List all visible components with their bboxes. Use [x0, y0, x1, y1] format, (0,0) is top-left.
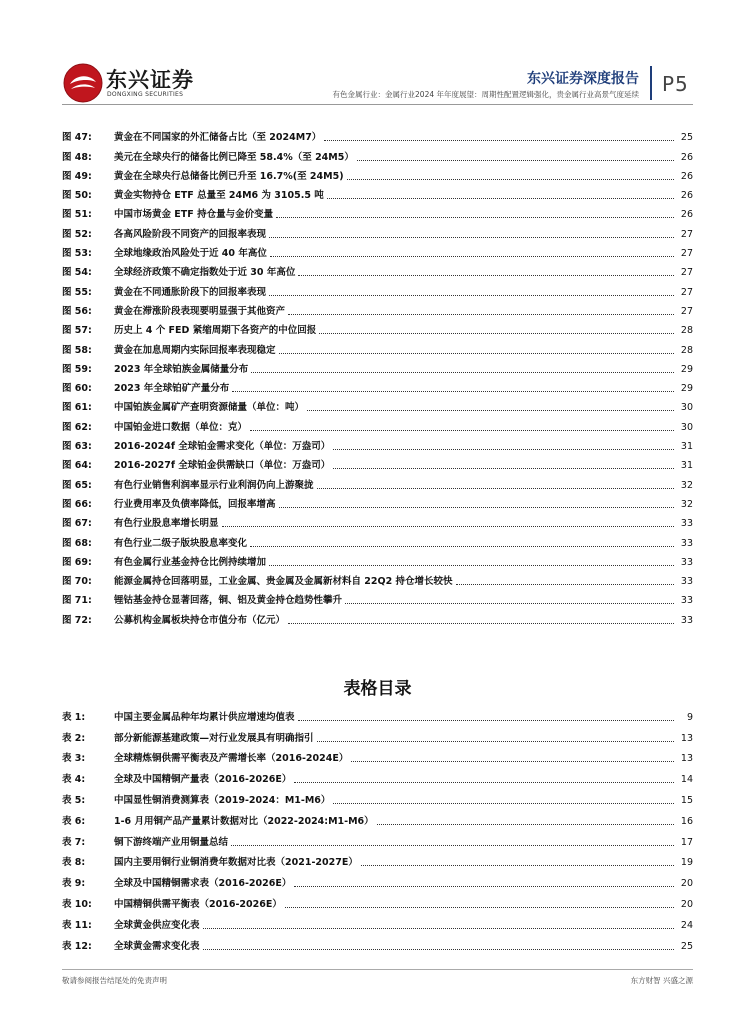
footer-rule: [62, 969, 693, 970]
figure-toc-entry[interactable]: [62, 569, 693, 588]
toc-dot-leader: [317, 741, 674, 742]
figure-toc-entry[interactable]: [62, 588, 693, 607]
brand-name-en: DONGXING SECURITIES: [107, 91, 184, 98]
page-number: P5: [662, 72, 689, 96]
toc-entry-page: 29: [680, 363, 693, 375]
toc-dot-leader: [298, 275, 674, 276]
table-toc-entry[interactable]: [62, 932, 693, 953]
toc-entry-page: 17: [680, 836, 693, 848]
toc-entry-title: 全球黄金需求变化表: [114, 940, 200, 952]
toc-entry-label: 图 52:: [62, 228, 92, 240]
toc-dot-leader: [327, 198, 674, 199]
figure-toc-entry[interactable]: [62, 376, 693, 395]
figure-toc-entry[interactable]: [62, 183, 693, 202]
toc-dot-leader: [288, 314, 674, 315]
toc-entry-page: 30: [680, 402, 693, 414]
toc-entry-title: 中国主要金属品种年均累计供应增速均值表: [114, 711, 295, 723]
toc-dot-leader: [298, 720, 674, 721]
toc-entry-title: 能源金属持仓回落明显，工业金属、贵金属及金属新材料自 22Q2 持仓增长较快: [114, 576, 453, 588]
toc-dot-leader: [319, 333, 674, 334]
toc-entry-title: 全球及中国精铜需求表（2016-2026E）: [114, 878, 292, 890]
figure-toc-entry[interactable]: [62, 299, 693, 318]
toc-dot-leader: [251, 372, 674, 373]
toc-entry-page: 27: [680, 248, 693, 260]
toc-entry-label: 图 65:: [62, 479, 92, 491]
toc-entry-label: 图 57:: [62, 325, 92, 337]
toc-entry-page: 31: [680, 441, 693, 453]
toc-entry-page: 26: [680, 151, 693, 163]
toc-entry-label: 图 64:: [62, 460, 92, 472]
table-toc-entry[interactable]: [62, 911, 693, 932]
figure-toc-entry[interactable]: [62, 607, 693, 626]
toc-entry-title: 历史上 4 个 FED 紧缩周期下各资产的中位回报: [114, 325, 317, 337]
toc-entry-label: 表 11:: [62, 919, 92, 931]
toc-entry-label: 图 59:: [62, 363, 92, 375]
toc-entry-title: 铜下游终端产业用铜量总结: [114, 836, 229, 848]
toc-entry-title: 有色行业销售利润率显示行业利润仍向上游聚拢: [114, 479, 314, 491]
toc-entry-title: 全球经济政策不确定指数处于近 30 年高位: [114, 267, 296, 279]
toc-dot-leader: [377, 824, 674, 825]
figure-toc-entry[interactable]: [62, 221, 693, 240]
toc-dot-leader: [333, 803, 674, 804]
toc-dot-leader: [288, 623, 674, 624]
page-header: [0, 0, 755, 112]
toc-entry-title: 国内主要用铜行业铜消费年数据对比表（2021-2027E）: [114, 857, 358, 869]
toc-entry-page: 27: [680, 305, 693, 317]
toc-entry-title: 中国铂族金属矿产查明资源储量（单位：吨）: [114, 402, 305, 414]
toc-entry-page: 20: [680, 878, 693, 890]
toc-dot-leader: [279, 507, 674, 508]
toc-entry-page: 24: [680, 919, 693, 931]
toc-entry-title: 1-6 月用铜产品产量累计数据对比（2022-2024:M1-M6）: [114, 815, 374, 827]
toc-entry-label: 表 3:: [62, 753, 86, 765]
toc-entry-label: 图 63:: [62, 441, 92, 453]
toc-entry-label: 表 2:: [62, 732, 86, 744]
figure-toc-entry[interactable]: [62, 434, 693, 453]
figure-toc-entry[interactable]: [62, 472, 693, 491]
toc-dot-leader: [269, 565, 674, 566]
toc-entry-page: 25: [680, 940, 693, 952]
toc-dot-leader: [270, 256, 674, 257]
toc-dot-leader: [294, 886, 674, 887]
toc-dot-leader: [361, 865, 674, 866]
toc-entry-title: 黄金在不同国家的外汇储备占比（至 2024M7）: [114, 132, 322, 144]
brand-name-cn: 东兴证券: [106, 68, 194, 92]
toc-entry-page: 14: [680, 774, 693, 786]
header-rule: [62, 104, 693, 105]
toc-dot-leader: [250, 430, 674, 431]
toc-entry-page: 27: [680, 267, 693, 279]
toc-entry-title: 黄金在全球央行总储备比例已升至 16.7%(至 24M5): [114, 170, 344, 182]
table-toc-entry[interactable]: [62, 890, 693, 911]
toc-dot-leader: [276, 217, 674, 218]
toc-entry-page: 33: [680, 614, 693, 626]
toc-entry-page: 9: [686, 711, 693, 723]
toc-entry-label: 图 69:: [62, 556, 92, 568]
toc-entry-label: 图 51:: [62, 209, 92, 221]
toc-dot-leader: [232, 391, 674, 392]
report-subtitle: 有色金属行业：金属行业2024 年年度展望：周期性配置逻辑强化，贵金属行业高景气度延续: [332, 90, 639, 99]
toc-entry-page: 16: [680, 815, 693, 827]
toc-entry-title: 全球地缘政治风险处于近 40 年高位: [114, 248, 267, 260]
toc-entry-page: 29: [680, 383, 693, 395]
toc-dot-leader: [347, 179, 674, 180]
figure-toc-entry[interactable]: [62, 260, 693, 279]
toc-entry-page: 15: [680, 794, 693, 806]
figure-toc-entry[interactable]: [62, 125, 693, 144]
toc-entry-page: 26: [680, 209, 693, 221]
toc-dot-leader: [307, 410, 674, 411]
toc-dot-leader: [294, 782, 674, 783]
table-toc-entry[interactable]: [62, 807, 693, 828]
toc-entry-page: 27: [680, 228, 693, 240]
toc-entry-label: 图 61:: [62, 402, 92, 414]
toc-dot-leader: [269, 295, 674, 296]
figure-toc-entry[interactable]: [62, 164, 693, 183]
table-toc-entry[interactable]: [62, 849, 693, 870]
toc-entry-title: 2016-2024f 全球铂金需求变化（单位：万盎司）: [114, 441, 331, 453]
toc-entry-label: 图 53:: [62, 248, 92, 260]
toc-dot-leader: [333, 468, 674, 469]
toc-entry-title: 2023 年全球铂族金属储量分布: [114, 363, 249, 375]
toc-entry-title: 全球精炼铜供需平衡表及产需增长率（2016-2024E）: [114, 753, 349, 765]
toc-entry-title: 各高风险阶段不同资产的回报率表现: [114, 228, 267, 240]
toc-entry-title: 2023 年全球铂矿产量分布: [114, 383, 230, 395]
toc-dot-leader: [333, 449, 674, 450]
toc-entry-title: 全球黄金供应变化表: [114, 919, 200, 931]
toc-entry-title: 有色行业股息率增长明显: [114, 518, 219, 530]
toc-entry-label: 图 72:: [62, 614, 92, 626]
toc-entry-label: 图 67:: [62, 518, 92, 530]
toc-entry-title: 行业费用率及负债率降低，回报率增高: [114, 498, 276, 510]
toc-entry-title: 中国市场黄金 ETF 持仓量与金价变量: [114, 209, 274, 221]
toc-entry-label: 图 49:: [62, 170, 92, 182]
toc-entry-page: 26: [680, 190, 693, 202]
dongxing-logo-icon: [62, 62, 104, 104]
toc-dot-leader: [203, 928, 674, 929]
header-divider: [650, 66, 652, 100]
toc-entry-title: 部分新能源基建政策—对行业发展具有明确指引: [114, 732, 314, 744]
toc-entry-title: 公募机构金属板块持仓市值分布（亿元）: [114, 614, 286, 626]
toc-entry-label: 图 47:: [62, 132, 92, 144]
toc-entry-label: 图 71:: [62, 595, 92, 607]
toc-entry-title: 黄金在不同通胀阶段下的回报率表现: [114, 286, 267, 298]
toc-entry-label: 表 7:: [62, 836, 86, 848]
toc-entry-page: 27: [680, 286, 693, 298]
toc-entry-label: 表 10:: [62, 898, 92, 910]
figure-toc-entry[interactable]: [62, 279, 693, 298]
toc-entry-label: 表 8:: [62, 857, 86, 869]
toc-entry-title: 有色行业二级子版块股息率变化: [114, 537, 248, 549]
toc-entry-page: 13: [680, 732, 693, 744]
toc-dot-leader: [279, 353, 674, 354]
figure-toc-entry[interactable]: [62, 395, 693, 414]
toc-entry-page: 25: [680, 132, 693, 144]
figure-toc-entry[interactable]: [62, 453, 693, 472]
toc-entry-label: 图 58:: [62, 344, 92, 356]
table-toc-entry[interactable]: [62, 828, 693, 849]
toc-entry-label: 表 5:: [62, 794, 86, 806]
toc-entry-title: 全球及中国精铜产量表（2016-2026E）: [114, 774, 292, 786]
toc-entry-title: 锂钴基金持仓显著回落，铜、铝及黄金持仓趋势性攀升: [114, 595, 343, 607]
figure-toc-entry[interactable]: [62, 511, 693, 530]
toc-entry-title: 中国显性铜消费测算表（2019-2024：M1-M6）: [114, 794, 331, 806]
toc-entry-page: 33: [680, 576, 693, 588]
toc-entry-label: 图 60:: [62, 383, 92, 395]
table-toc-entry[interactable]: [62, 745, 693, 766]
figure-toc-entry[interactable]: [62, 357, 693, 376]
table-toc-entry[interactable]: [62, 869, 693, 890]
toc-dot-leader: [324, 140, 674, 141]
figure-toc-entry[interactable]: [62, 550, 693, 569]
toc-dot-leader: [317, 488, 674, 489]
table-toc: [62, 703, 693, 953]
toc-entry-label: 图 68:: [62, 537, 92, 549]
toc-entry-label: 图 50:: [62, 190, 92, 202]
toc-entry-page: 33: [680, 556, 693, 568]
table-toc-entry[interactable]: [62, 786, 693, 807]
toc-dot-leader: [269, 237, 674, 238]
figure-toc-entry[interactable]: [62, 492, 693, 511]
toc-dot-leader: [203, 949, 674, 950]
toc-entry-title: 黄金实物持仓 ETF 总量至 24M6 为 3105.5 吨: [114, 190, 324, 202]
toc-entry-title: 有色金属行业基金持仓比例持续增加: [114, 556, 267, 568]
toc-dot-leader: [345, 603, 674, 604]
toc-entry-page: 13: [680, 753, 693, 765]
toc-entry-page: 33: [680, 595, 693, 607]
table-toc-entry[interactable]: [62, 703, 693, 724]
figure-toc-entry[interactable]: [62, 337, 693, 356]
toc-entry-page: 33: [680, 537, 693, 549]
report-title: 东兴证券深度报告: [527, 71, 639, 87]
toc-entry-label: 图 70:: [62, 576, 92, 588]
toc-dot-leader: [351, 761, 674, 762]
toc-dot-leader: [357, 160, 674, 161]
figure-toc-entry[interactable]: [62, 530, 693, 549]
toc-entry-page: 26: [680, 170, 693, 182]
figure-toc-entry[interactable]: [62, 202, 693, 221]
toc-entry-label: 图 62:: [62, 421, 92, 433]
toc-entry-title: 中国铂金进口数据（单位：克）: [114, 421, 248, 433]
toc-dot-leader: [222, 526, 674, 527]
toc-entry-label: 表 4:: [62, 774, 86, 786]
figure-toc-entry[interactable]: [62, 414, 693, 433]
figure-toc-entry[interactable]: [62, 144, 693, 163]
toc-entry-page: 32: [680, 498, 693, 510]
toc-entry-label: 图 66:: [62, 498, 92, 510]
toc-entry-page: 31: [680, 460, 693, 472]
toc-dot-leader: [250, 546, 674, 547]
toc-entry-page: 33: [680, 518, 693, 530]
company-logo: [62, 62, 192, 104]
figure-toc-entry[interactable]: [62, 241, 693, 260]
toc-entry-label: 表 6:: [62, 815, 86, 827]
toc-entry-page: 32: [680, 479, 693, 491]
toc-entry-title: 美元在全球央行的储备比例已降至 58.4%（至 24M5）: [114, 151, 354, 163]
toc-entry-title: 黄金在加息周期内实际回报率表现稳定: [114, 344, 276, 356]
toc-dot-leader: [285, 907, 674, 908]
toc-dot-leader: [231, 845, 674, 846]
toc-entry-page: 20: [680, 898, 693, 910]
toc-entry-page: 19: [680, 857, 693, 869]
tables-heading: 表格目录: [343, 679, 412, 699]
toc-entry-title: 黄金在滞涨阶段表现要明显强于其他资产: [114, 305, 286, 317]
toc-entry-page: 28: [680, 344, 693, 356]
toc-entry-label: 图 48:: [62, 151, 92, 163]
toc-entry-title: 2016-2027f 全球铂金供需缺口（单位：万盎司）: [114, 460, 331, 472]
toc-entry-label: 表 12:: [62, 940, 92, 952]
toc-entry-label: 图 55:: [62, 286, 92, 298]
toc-entry-label: 图 54:: [62, 267, 92, 279]
toc-entry-title: 中国精铜供需平衡表（2016-2026E）: [114, 898, 282, 910]
toc-entry-label: 表 9:: [62, 878, 86, 890]
toc-entry-label: 表 1:: [62, 711, 86, 723]
toc-dot-leader: [456, 584, 674, 585]
toc-entry-label: 图 56:: [62, 305, 92, 317]
table-toc-entry[interactable]: [62, 724, 693, 745]
footer-slogan: 东方财智 兴盛之源: [630, 976, 693, 985]
toc-entry-page: 30: [680, 421, 693, 433]
table-toc-entry[interactable]: [62, 765, 693, 786]
toc-entry-page: 28: [680, 325, 693, 337]
figure-toc: [62, 125, 693, 627]
figure-toc-entry[interactable]: [62, 318, 693, 337]
footer-disclaimer: 敬请参阅报告结尾处的免责声明: [62, 976, 167, 985]
